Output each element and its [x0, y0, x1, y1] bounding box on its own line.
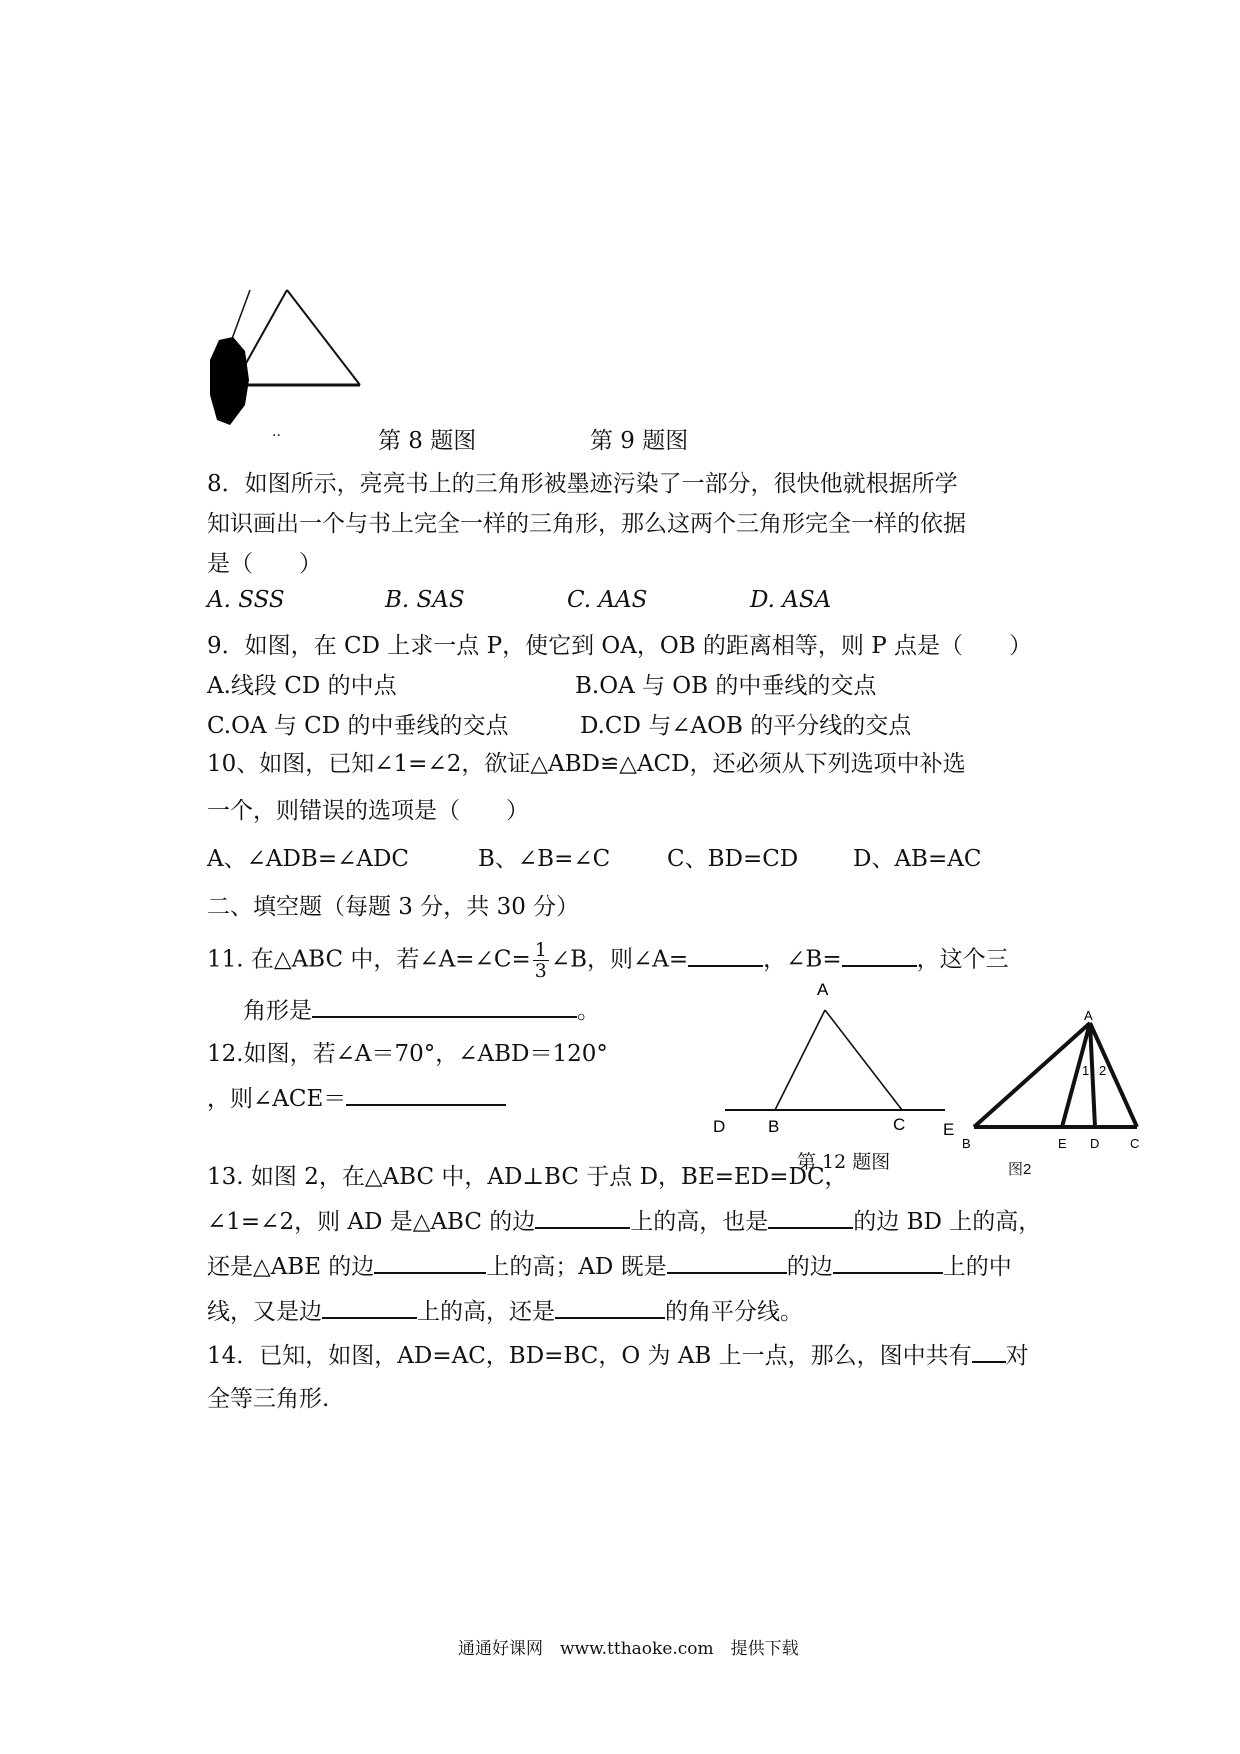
figure-2: [962, 1005, 1152, 1155]
q13-l2b: 上的高，也是: [630, 1209, 769, 1235]
q11-part4: ，这个三: [916, 946, 1009, 973]
q8-line3: 是（ ）: [207, 551, 322, 577]
frac-denominator: 3: [534, 960, 547, 982]
q13-l4b: 上的高，还是: [417, 1299, 555, 1325]
q11-blank-angle-a[interactable]: [688, 943, 763, 967]
q13-l3c: 的边: [786, 1254, 833, 1280]
section-heading: 二、填空题（每题 3 分，共 30 分）: [207, 894, 580, 920]
caption-fig8: 第 8 题图: [378, 428, 477, 454]
q9-option-b: B.OA 与 OB 的中垂线的交点: [575, 673, 877, 699]
q9-option-a: A.线段 CD 的中点: [207, 673, 397, 699]
caption-fig12: 第 12 题图: [797, 1151, 891, 1173]
q11-part1: 11. 在△ABC 中，若∠A=∠C=: [207, 946, 531, 973]
q12-line2: [207, 1080, 506, 1113]
q8-option-d: D. ASA: [750, 587, 832, 613]
q14-line1-text: 14．已知，如图，AD=AC，BD=BC，O 为 AB 上一点，那么，图中共有: [207, 1343, 972, 1369]
frac-numerator: 1: [534, 939, 547, 961]
q13-blank-5[interactable]: [833, 1250, 943, 1274]
fig2-label-c: C: [1130, 1136, 1140, 1151]
q10-option-d: D、AB=AC: [853, 846, 982, 872]
q12-line1: 12.如图，若∠A＝70°，∠ABD＝120°: [207, 1041, 608, 1067]
q14-blank-count[interactable]: [972, 1339, 1006, 1363]
caption-fig9: 第 9 题图: [590, 428, 689, 454]
q13-blank-7[interactable]: [555, 1295, 665, 1319]
fig12-label-b: B: [768, 1117, 780, 1136]
q14-line1: [207, 1337, 1029, 1370]
q9-option-d: D.CD 与∠AOB 的平分线的交点: [580, 713, 912, 739]
fraction-one-third: [533, 940, 549, 981]
q13-l4c: 的角平分线。: [665, 1299, 803, 1325]
q13-line2: [207, 1203, 1041, 1236]
figure-8: [205, 285, 365, 430]
q13-blank-4[interactable]: [667, 1250, 787, 1274]
q11-blank-angle-b[interactable]: [842, 943, 917, 967]
q13-l2c: 的边 BD 上的高，: [853, 1209, 1042, 1235]
q13-blank-3[interactable]: [374, 1250, 486, 1274]
q13-blank-1[interactable]: [535, 1205, 630, 1229]
fig2-label-1: 1: [1082, 1063, 1090, 1078]
fig12-label-e: E: [943, 1120, 955, 1139]
fig12-label-c: C: [893, 1115, 906, 1134]
q12-blank-angle-ace[interactable]: [346, 1082, 506, 1106]
q10-line2: 一个，则错误的选项是（ ）: [207, 798, 529, 824]
q10-option-a: A、∠ADB=∠ADC: [207, 846, 410, 872]
q8-option-c: C. AAS: [567, 587, 648, 613]
footer-credit: 通通好课网 www.tthaoke.com 提供下载: [458, 1639, 799, 1659]
q13-l3d: 上的中: [942, 1254, 1012, 1280]
q13-l3a: 还是△ABE 的边: [207, 1254, 375, 1280]
q13-line4: [207, 1293, 803, 1326]
q8-option-a: A. SSS: [207, 587, 285, 613]
q14-line2: 全等三角形.: [207, 1386, 330, 1412]
q10-option-b: B、∠B=∠C: [478, 846, 611, 872]
fig12-label-d: D: [713, 1117, 726, 1136]
q8-option-b: B. SAS: [385, 587, 465, 613]
q13-line1: 13. 如图 2，在△ABC 中，AD⊥BC 于点 D，BE=ED=DC，: [207, 1164, 848, 1190]
q10-option-c: C、BD=CD: [667, 846, 799, 872]
q13-blank-6[interactable]: [322, 1295, 417, 1319]
stray-mark: ··: [272, 428, 281, 444]
q13-line3: [207, 1248, 1012, 1281]
q13-l2a: ∠1=∠2，则 AD 是△ABC 的边: [207, 1209, 536, 1235]
q8-line2: 知识画出一个与书上完全一样的三角形，那么这两个三角形完全一样的依据: [207, 511, 966, 537]
q11-part2: ∠B，则∠A=: [550, 946, 689, 973]
fig12-label-a: A: [817, 980, 829, 999]
fig2-label-a: A: [1084, 1008, 1093, 1023]
q14-line1-end: 对: [1005, 1343, 1029, 1369]
q11-blank-triangle-type[interactable]: [312, 994, 577, 1018]
q13-blank-2[interactable]: [768, 1205, 853, 1229]
q12-line2-text: ，则∠ACE＝: [207, 1086, 347, 1112]
q9-option-c: C.OA 与 CD 的中垂线的交点: [207, 713, 509, 739]
q11-line2-end: 。: [577, 998, 600, 1024]
fig2-label-b: B: [962, 1136, 971, 1151]
fig2-label-2: 2: [1099, 1063, 1107, 1078]
fig2-label-e: E: [1058, 1136, 1067, 1151]
q11-line2-text: 角形是: [243, 998, 312, 1024]
q11-part3: ，∠B=: [763, 946, 842, 973]
q9-stem: 9．如图，在 CD 上求一点 P，使它到 OA，OB 的距离相等，则 P 点是（ ）: [207, 633, 1033, 659]
figure-12: [705, 975, 960, 1155]
q10-line1: 10、如图，已知∠1=∠2，欲证△ABD≌△ACD，还必须从下列选项中补选: [207, 751, 966, 777]
q11-line2: [243, 992, 600, 1025]
ink-blot: [210, 337, 249, 425]
fig2-label-d: D: [1090, 1136, 1100, 1151]
q8-line1: 8．如图所示，亮亮书上的三角形被墨迹污染了一部分，很快他就根据所学: [207, 471, 958, 497]
q13-l4a: 线，又是边: [207, 1299, 322, 1325]
q13-l3b: 上的高；AD 既是: [486, 1254, 667, 1280]
caption-fig2: 图2: [1008, 1161, 1032, 1178]
